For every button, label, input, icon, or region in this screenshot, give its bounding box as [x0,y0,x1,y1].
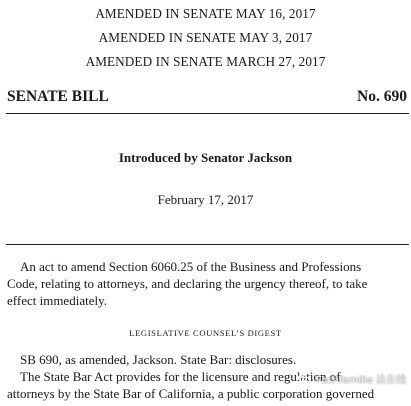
act-description-line: An act to amend Section 6060.25 of the Business and Professions [20,259,362,274]
digest-body-line: attorneys by the State Bar of California, a public corporation governed [7,386,375,401]
introduced-by: Introduced by Senator Jackson [118,150,293,165]
divider [6,113,409,114]
introduced-date: February 17, 2017 [157,192,254,207]
amendment-line: AMENDED IN SENATE MAY 16, 2017 [95,6,316,21]
watermark-text: Fachfamilie 法在线 [316,375,407,386]
divider [6,244,409,245]
digest-title: LEGISLATIVE COUNSEL’S DIGEST [129,328,282,338]
digest-summary: SB 690, as amended, Jackson. State Bar: disclosures. [20,352,297,367]
watermark [298,371,406,386]
digest-body-line: The State Bar Act provides for the licensure and regulation of [20,369,341,384]
act-description-line: Code, relating to attorneys, and declaring the urgency thereof, to take [7,276,368,291]
bill-number: No. 690 [357,88,407,105]
amendment-line: AMENDED IN SENATE MARCH 27, 2017 [85,54,326,69]
act-description-line: effect immediately. [7,293,107,308]
amendment-line: AMENDED IN SENATE MAY 3, 2017 [98,30,313,45]
chat-bubble-icon [298,374,310,384]
bill-type: SENATE BILL [7,88,109,105]
